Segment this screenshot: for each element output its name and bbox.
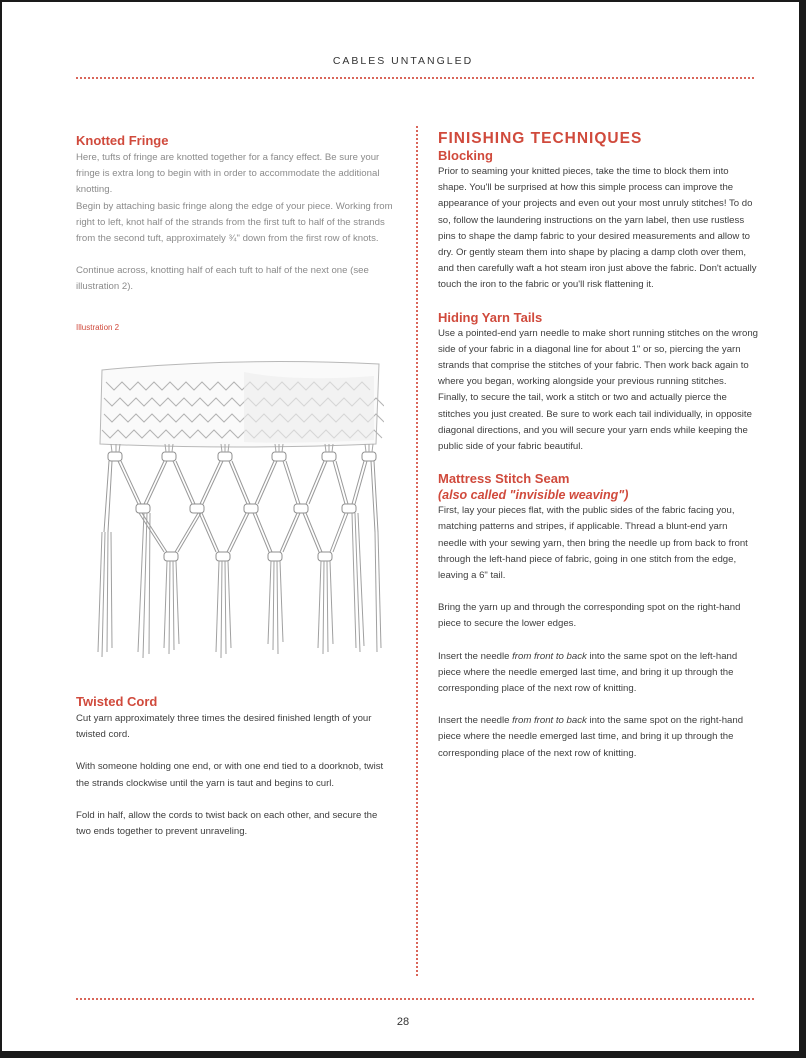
hiding-yarn-tails-heading: Hiding Yarn Tails — [438, 309, 543, 325]
mattress-stitch-p3 — [438, 649, 758, 698]
finishing-techniques-title: FINISHING TECHNIQUES — [438, 130, 643, 147]
knotted-fringe-p1: Here, tufts of fringe are knotted together for a fancy effect. Be sure your fringe is extra long to begin with in order to accommodate the additional knotting. — [76, 152, 380, 196]
twisted-cord-p1: Cut yarn approximately three times the desired finished length of your twisted cord. — [76, 713, 372, 741]
p3-text-b: into the same spot on the left-hand piece where the needle emerged last time, and bring it up through the corresponding place of the next row of knitting. — [438, 650, 738, 695]
blocking-p1: Prior to seaming your knitted pieces, take the time to block them into shape. You'll be surprised at how this simple process can improve the appearance of your projects and even out your most unruly stitches! To do so, follow the laundering instructions on the yarn label, then use rustless pins to shape the damp fabric to your desired measurements and allow to dry. Or gently steam them into shape by placing a damp cloth over them, and then carefully waft a hot steam iron just above the fabric. Don't actually touch the iron to the fabric or you'll risk flattening it. — [438, 166, 757, 291]
knotted-fringe-illustration — [94, 352, 384, 662]
p3-emphasis: from front to back — [512, 650, 587, 662]
second-knot-row — [136, 504, 356, 513]
column-divider — [416, 126, 418, 976]
top-dotted-rule — [76, 77, 754, 79]
mattress-stitch-p2: Bring the yarn up and through the corresponding spot on the right-hand piece to secure the lower edges. — [438, 602, 741, 630]
hiding-yarn-tails-p1: Use a pointed-end yarn needle to make short running stitches on the wrong side of your fabric in a diagonal line for about 1" or so, piercing the yarn strands that comprise the stitches of your fabric. Then work back again to where you began, working alongside your previous running stitches. Finally, to secure the tail, work a stitch or two and actually pierce the stitches you just created. Be sure to work each tail individually, in opposite diagonal directions, and you will secure your yarn ends while keeping the public side of your fabric beautiful. — [438, 327, 758, 453]
twisted-cord-heading: Twisted Cord — [76, 694, 158, 709]
blocking-heading: Blocking — [438, 148, 493, 163]
twisted-cord-section — [76, 693, 394, 840]
left-column — [76, 132, 394, 336]
running-header: CABLES UNTANGLED — [332, 55, 474, 67]
knotted-fringe-p3: Continue across, knotting half of each tuft to half of the next one (see illustration 2). — [76, 265, 369, 293]
p4-text-b: into the same spot on the right-hand piece where the needle emerged last time, and bring it up through the corresponding place of the next row of knitting. — [438, 715, 744, 759]
twisted-cord-p3: Fold in half, allow the cords to twist back on each other, and secure the two ends together to prevent unraveling. — [76, 809, 378, 838]
third-knot-row — [164, 552, 332, 561]
first-knot-row — [108, 452, 376, 461]
p4-emphasis: from front to back — [512, 715, 587, 727]
p3-text-a: Insert the needle — [438, 650, 513, 662]
mattress-stitch-heading: Mattress Stitch Seam — [438, 471, 570, 487]
knotted-fringe-heading: Knotted Fringe — [76, 133, 169, 148]
mattress-stitch-subheading: (also called "invisible weaving") — [438, 488, 629, 503]
p4-text-a: Insert the needle — [438, 715, 513, 727]
illustration-caption: Illustration 2 — [76, 322, 120, 332]
page-number: 28 — [396, 1016, 410, 1028]
mattress-stitch-p1: First, lay your pieces flat, with the public sides of the fabric facing you, matching patterns and stripes, if applicable. Thread a blunt-end yarn needle with your sewing yarn, then bring the needle up from back to front through the left-hand piece of fabric, going in one stitch from the edge, leaving a 6" tail. — [438, 505, 748, 582]
twisted-cord-p2: With someone holding one end, or with one end tied to a doorknob, twist the strands clockwise until the yarn is taut and begins to curl. — [76, 761, 384, 789]
mattress-stitch-p4 — [438, 713, 758, 762]
knitted-fabric — [100, 362, 384, 447]
knotted-fringe-p2: Begin by attaching basic fringe along the edge of your piece. Working from right to left, knot half of the strands from the first tuft to half of the strands from the second tuft, approximately ¾" down from the first row of knots. — [76, 200, 393, 245]
fringe-tassels — [98, 513, 381, 658]
bottom-dotted-rule — [76, 998, 754, 1000]
right-column — [438, 130, 758, 762]
